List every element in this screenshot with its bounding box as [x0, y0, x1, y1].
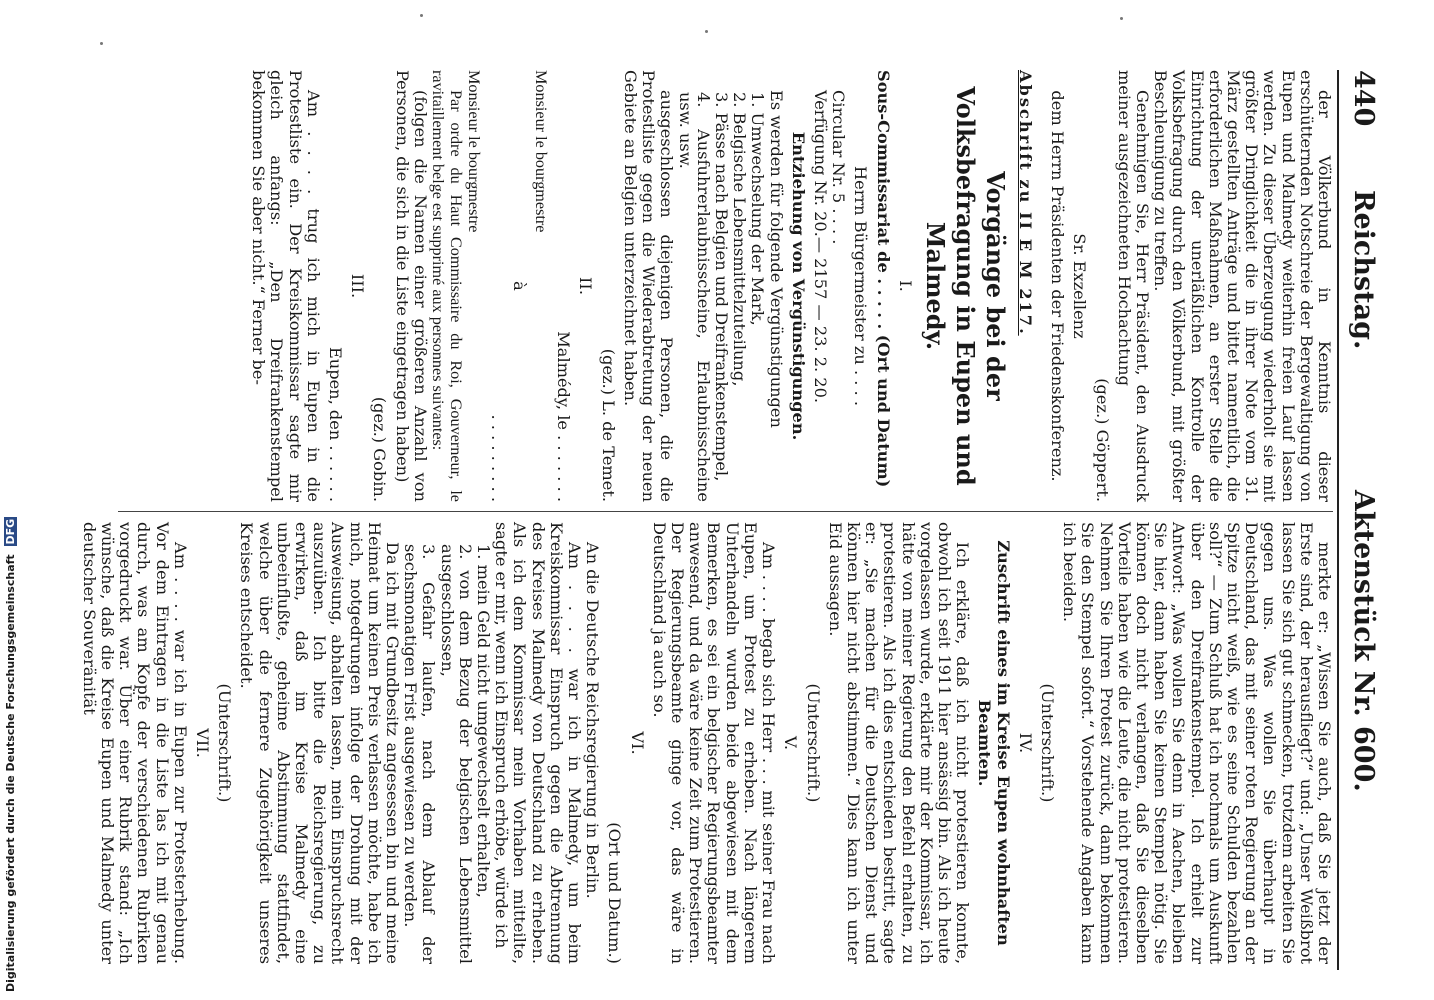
paragraph: Da ich mit Grundbesitz angesessen bin und meine Heimat um keinen Preis verlassen möchte, habe ich mich, notgedrungen infolge der Drohung mit der Ausweisung, abhalten lassen, mein Einspruchsrecht auszuüben. Ich bitte die Reichsregierung, zu erwirken, daß im Kreise Malmedy eine unbeeinflußte, geheime Abstimmung stattfindet, welche über die fernere Zugehörigkeit unseres Kreises entscheidet. — [237, 522, 403, 964]
paragraph: An die Deutsche Reichsregierung in Berlin. — [583, 542, 603, 899]
paragraph: ausgeschlossen diejenigen Personen, die die Protestliste gegen die Wiederabtretung der neuen Gebiete an Belgien unterzeichnet haben. — [620, 70, 677, 502]
centered-line: III. — [348, 273, 368, 299]
bold-line: Sous-Commissariat de . . . . . (Ort und Datum) — [873, 70, 893, 488]
paragraph: Am . . . . war ich in Eupen zur Protesterhebung. Vor dem Eintragen in die Liste las ich mit genau durch, was am Kopfe der verschiedenen Rubriken vorgedruckt war. Über einer Rubrik stand: „Ich wünsche, daß die Kreise Eupen und Malmedy unter deutscher Souveränität — [79, 522, 190, 964]
list-item: 2. von dem Bezug der belgischen Lebensmittel ausgeschlossen, — [437, 544, 475, 964]
scan-speck — [1120, 17, 1123, 20]
centered-line: à — [509, 281, 529, 291]
paragraph: Es werden für folgende Vergünstigungen — [766, 90, 786, 428]
scan-speck — [420, 14, 423, 17]
paragraph: Am . . . . war ich in Malmedy, um beim Kreiskommissar Einspruch gegen die Abtrennung des Kreises Malmedy von Deutschland zu erheben. Als ich dem Kommissar mein Vorhaben mitteilte, sagte er mir, wenn ich Einspruch erhöbe, würde ich — [492, 522, 585, 964]
section-heading: Zuschrift eines im Kreise Eupen wohnhaften Beamten. — [975, 540, 1013, 946]
right-text-column — [79, 522, 1334, 964]
list-item: 1. mein Geld nicht umgewechselt erhalten, — [474, 544, 494, 898]
french-line: Monsieur le bourgmestre — [465, 70, 484, 233]
dfg-logo: DFG — [4, 518, 17, 545]
digitization-credit — [4, 518, 20, 992]
scan-speck — [705, 30, 708, 33]
credit-text: Digitalisierung gefördert durch die Deutsche Forschungsgemeinschaft — [4, 554, 17, 992]
paragraph: merkte er: „Wissen Sie auch, daß Sie jetzt der Erste sind, der herausfliegt?“ und: „Unser Weißbrot lassen Sie sich gut schmecken, trotzdem arbeiten Sie gegen uns. Was wollen Sie überhaupt in Deutschland, das mit seiner roten Regierung an der Spitze nicht weiß, wie es seine Schulden bezahlen soll?“ — Zum Schluß hat ich nochmals um Auskunft über den Dreifrankenstempel. Ich erhielt zur Antwort: „Was wollen Sie denn in Aachen, bleiben Sie hier, dann haben Sie keinen Stempel nötig. Sie können doch nicht verlangen, daß Sie dieselben Vorteile haben wie die Leute, die nicht protestieren. Nehmen Sie Ihren Protest zurück, dann bekommen Sie den Stempel sofort.“ Vorstehende Angaben kann ich beeiden. — [1060, 522, 1334, 964]
scan-speck — [100, 42, 103, 45]
french-line: Monsieur le bourgmestre — [532, 70, 551, 233]
page-number: 440 — [1348, 70, 1379, 127]
list-item: 2. Belgische Lebensmittelzuteilung, — [730, 92, 750, 387]
paragraph: Verfügung Nr. 20.— 2157 — 23. 2. 20. — [810, 90, 830, 404]
centered-line: dem Herrn Präsidenten der Friedenskonferenz. — [1048, 90, 1068, 482]
centered-line: IV. — [1015, 732, 1035, 754]
centered-line: (Unterschrift.) — [803, 683, 823, 803]
signature-line: . . . . . . . . . — [487, 414, 507, 502]
centered-line: I. — [895, 280, 915, 292]
signature-line: Malmédy, le . . . . . . . — [554, 331, 574, 502]
centered-line: V. — [781, 735, 801, 750]
paragraph: Circular Nr. 5 . . . . — [829, 90, 849, 245]
reference-line: Abschrift zu II E M 217. — [1015, 70, 1035, 336]
paragraph: Am . . . . begab sich Herr . . . mit seiner Frau nach Eupen, um Protest zu erheben. Nach längerem Unterhandeln wurden beide abgewiesen mit dem Bemerken, es sei ein belgischer Regierungsbeamter anwesend, und da wäre keine Zeit zum Protestieren. Der Regierungsbeamte ginge vor, das wäre in Deutschland ja auch so. — [649, 522, 779, 964]
paragraph: der Völkerbund in Kenntnis dieser erschütternden Notschreie der Bergewaltigung von Eupen und Malmedy weiterhin freien Lauf lassen werden. Zu dieser Überzeugung wiederholt sie mit größter Dringlichkeit die in ihrer Note vom 31. März gestellten Anträge und bittet namentlich, die erforderlichen Maßnahmen, an erster Stelle die Einrichtung der unerläßlichen Kontrolle der Volksbefragung durch den Völkerbund, mit größter Beschleunigung zu treffen. — [1151, 70, 1334, 502]
list-item: 4. Ausfuhrerlaubnisscheine, Erlaubnisscheine usw. usw. — [675, 92, 713, 502]
header-document-number: Aktenstück Nr. 600. — [1348, 490, 1379, 792]
page-header — [1341, 70, 1385, 970]
centered-line: II. — [576, 277, 596, 295]
list-item: 3. Pässe nach Belgien und Dreifrankenstempel, — [711, 92, 731, 482]
centered-line: (Unterschrift.) — [1037, 683, 1057, 803]
signature-line: (gez.) L. de Temet. — [598, 348, 618, 502]
centered-line: Sr. Exzellenz — [1070, 233, 1090, 339]
centered-line: VII. — [193, 728, 213, 758]
signature-line: Eupen, den . . . . . . — [326, 346, 346, 502]
column-divider — [118, 511, 1333, 512]
paragraph: (folgen die Namen einer größeren Anzahl von Personen, die sich in die Liste eingetragen haben) — [392, 70, 430, 502]
centered-line: Herrn Bürgermeister zu . . . . — [851, 166, 871, 406]
spacer — [1034, 70, 1044, 502]
header-center-title: Reichstag. — [1348, 190, 1379, 350]
paragraph: Am . . . . trug ich mich in Eupen in die Protestliste ein. Der Kreiskommissar sagte mir gleich anfangs: „Den Dreifrankenstempel bekommen Sie aber nicht.“ Ferner be- — [249, 70, 323, 502]
header-rule — [1337, 70, 1339, 970]
list-item: 3. Gefahr laufen, nach dem Ablauf der sechsmonatigen Frist ausgewiesen zu werden. — [401, 544, 439, 964]
signature-line: (Ort und Datum.) — [605, 822, 625, 964]
paragraph: Genehmigen Sie, Herr Präsident, den Ausdruck meiner ausgezeichneten Hochachtung — [1114, 70, 1152, 502]
signature-line: (gez.) Göppert. — [1092, 378, 1112, 502]
list-item: 1. Umwechselung der Mark, — [748, 92, 768, 326]
centered-line: (Unterschrift.) — [215, 683, 235, 803]
paragraph: Ich erkläre, daß ich nicht protestieren konnte, obwohl ich seit 1911 hier ansässig bin. Als ich heute vorgelassen wurde, erklärte mir der Kommissar, ich hätte von meiner Regierung den Befehl erhalten, zu protestieren. Als ich dies entschieden bestritt, sagte er: „Sie machen für die Deutschen Dienst und können hier nicht abstimmen.“ Dies kann ich unter Eid aussagen. — [825, 522, 973, 964]
document-page — [79, 70, 1385, 970]
centered-line: VI. — [627, 731, 647, 755]
signature-line: (gez.) Gobin. — [370, 396, 390, 502]
document-title: Vorgänge bei der Volksbefragung in Eupen und Malmedy. — [920, 86, 1010, 486]
left-text-column — [113, 70, 1333, 502]
section-heading: Entziehung von Vergünstigungen. — [788, 131, 808, 441]
french-paragraph: Par ordre du Haut Commissaire du Roi, Gouverneur, le ravitaillement belge est supprimé aux personnes suivantes: — [429, 70, 466, 502]
